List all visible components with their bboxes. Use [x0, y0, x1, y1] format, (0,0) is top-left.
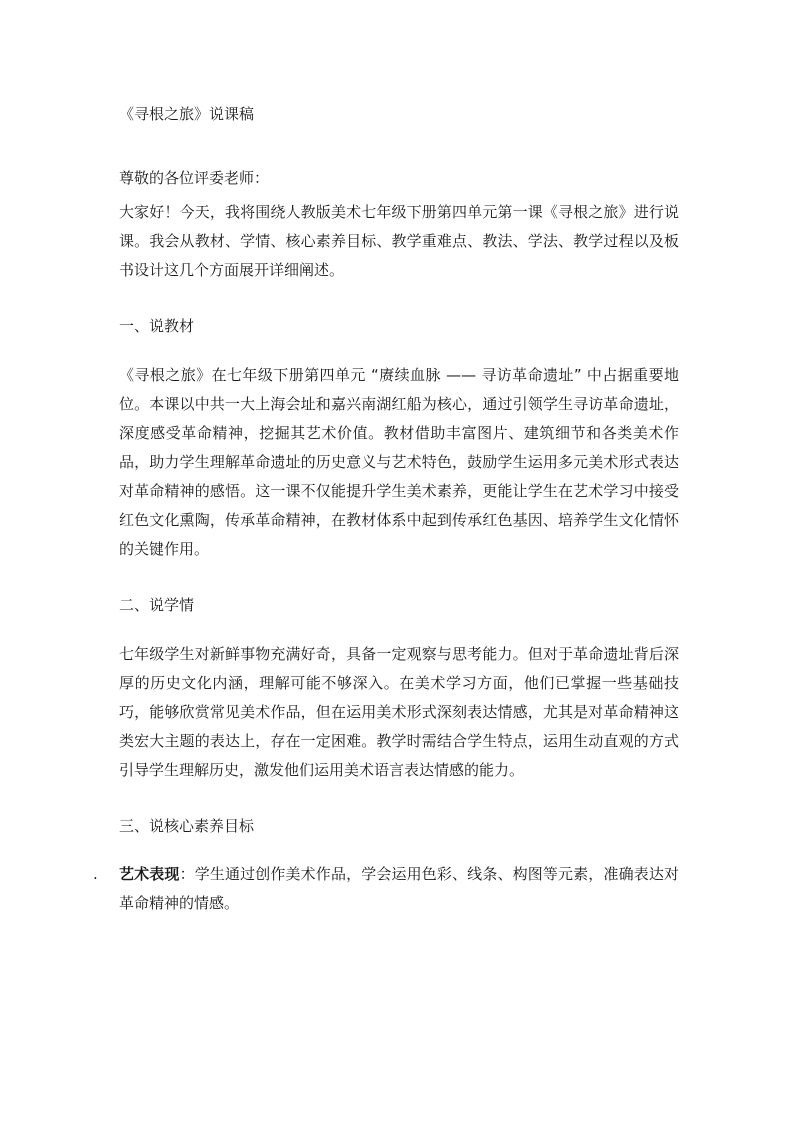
bullet-text: ：学生通过创作美术作品，学会运用色彩、线条、构图等元素，准确表达对革命精神的情感。: [119, 865, 679, 912]
document-title: 《寻根之旅》说课稿: [119, 105, 255, 123]
bullet-term: 艺术表现: [119, 865, 180, 883]
section-heading-textbook: 一、说教材: [119, 317, 195, 335]
section-body-students: 七年级学生对新鲜事物充满好奇，具备一定观察与思考能力。但对于革命遗址背后深厚的历史文化内涵，理解可能不够深入。在美术学习方面，他们已掌握一些基础技巧，能够欣赏常见美术作品，但在运用美术形式深刻表达情感，尤其是对革命精神这类宏大主题的表达上，存在一定困难。教学时需结合学生特点，运用生动直观的方式引导学生理解历史，激发他们运用美术语言表达情感的能力。: [119, 645, 679, 779]
section-body-textbook: 《寻根之旅》在七年级下册第四单元 “赓续血脉 —— 寻访革命遗址” 中占据重要地位。本课以中共一大上海会址和嘉兴南湖红船为核心，通过引领学生寻访革命遗址，深度感受革命精神，挖掘其艺术价值。教材借助丰富图片、建筑细节和各类美术作品，助力学生理解革命遗址的历史意义与艺术特色，鼓励学生运用多元美术形式表达对革命精神的感悟。这一课不仅能提升学生美术素养，更能让学生在艺术学习中接受红色文化熏陶，传承革命精神，在教材体系中起到传承红色基因、培养学生文化情怀的关键作用。: [119, 366, 679, 558]
list-item: [93, 860, 679, 918]
section-heading-core-competency: 三、说核心素养目标: [119, 817, 255, 835]
salutation: 尊敬的各位评委老师：: [119, 169, 270, 187]
intro-paragraph: 大家好！今天，我将围绕人教版美术七年级下册第四单元第一课《寻根之旅》进行说课。我会从教材、学情、核心素养目标、教学重难点、教法、学法、教学过程以及板书设计这几个方面展开详细阐述。: [119, 203, 679, 279]
bullet-marker: .: [93, 865, 98, 883]
document-body: [93, 100, 679, 918]
section-heading-students: 二、说学情: [119, 596, 195, 614]
